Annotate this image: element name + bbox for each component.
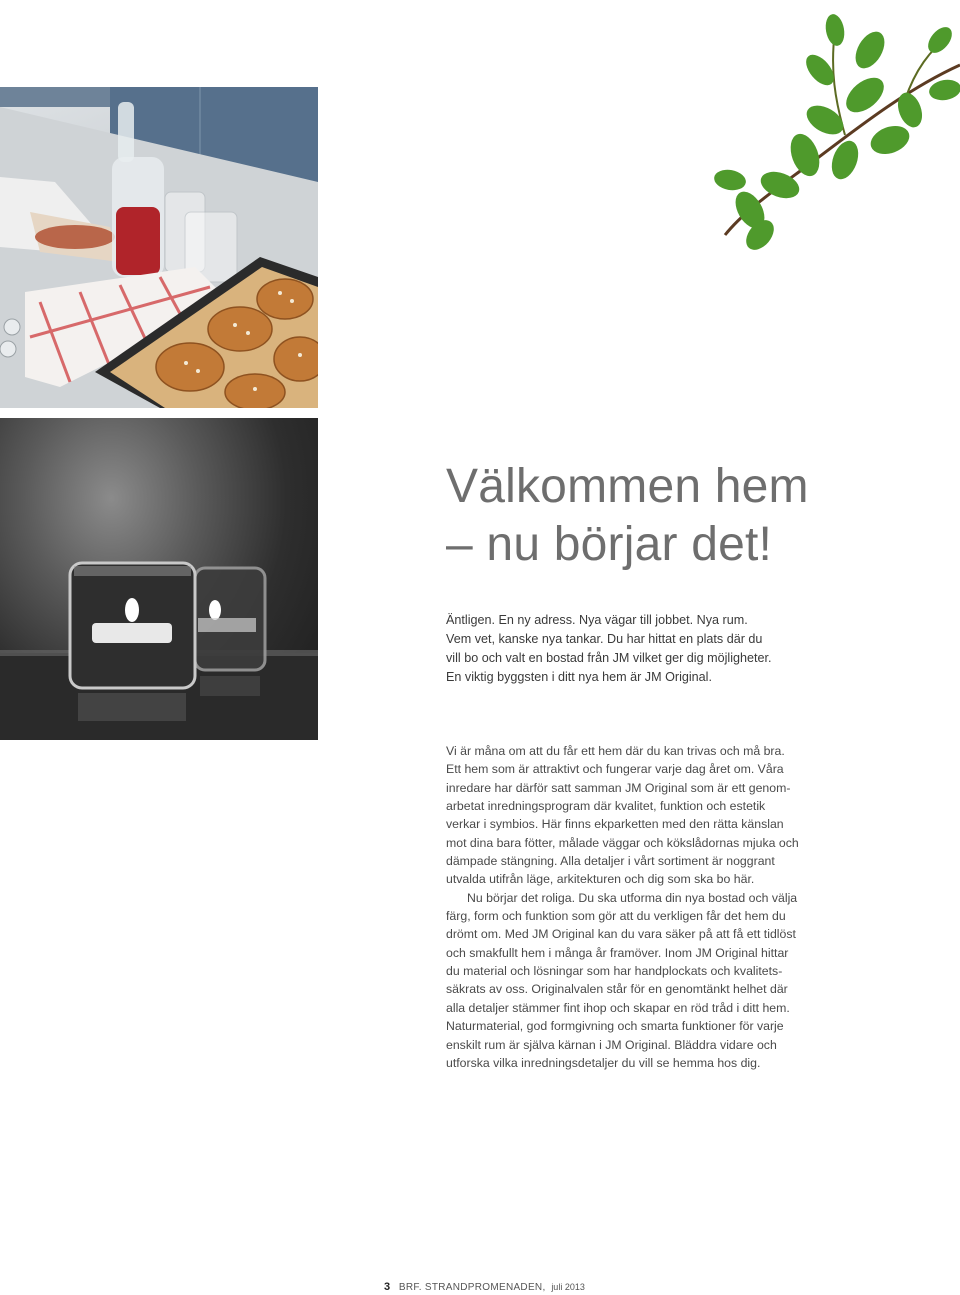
page-footer	[384, 1281, 585, 1293]
intro-line: En viktig byggsten i ditt nya hem är JM Original.	[446, 670, 712, 684]
page-title-line-2: – nu börjar det!	[446, 518, 773, 571]
page-number: 3	[384, 1281, 391, 1293]
body-line: Naturmaterial, god formgivning och smarta funktioner för varje	[446, 1019, 784, 1034]
body-line: Nu börjar det roliga. Du ska utforma din nya bostad och välja	[467, 890, 798, 905]
intro-line: Vem vet, kanske nya tankar. Du har hittat en plats där du	[446, 632, 763, 646]
body-line: utvalda utifrån läge, arkitekturen och dig som ska bo här.	[446, 872, 755, 887]
body-line: drömt om. Med JM Original kan du vara säker på att få ett tidlöst	[446, 927, 796, 942]
intro-line: Äntligen. En ny adress. Nya vägar till jobbet. Nya rum.	[446, 613, 748, 627]
leaf-branch-illustration	[705, 10, 960, 260]
page-title-line-1: Välkommen hem	[446, 460, 809, 513]
body-line: utforska vilka inredningsdetaljer du vill se hemma hos dig.	[446, 1055, 761, 1070]
candles-photo	[0, 418, 318, 740]
body-line: enskilt rum är själva kärnan i JM Original. Bläddra vidare och	[446, 1037, 777, 1052]
body-line: alla detaljer stämmer fint ihop och skapar en röd tråd i ditt hem.	[446, 1000, 790, 1015]
intro-line: vill bo och valt en bostad från JM vilket ger dig möjligheter.	[446, 651, 772, 665]
publication-date: juli 2013	[551, 1282, 585, 1292]
body-line: säkrats av oss. Originalvalen står för en genomtänkt helhet där	[446, 982, 788, 997]
kitchen-photo	[0, 87, 318, 408]
publication-name: BRF. STRANDPROMENADEN,	[398, 1282, 546, 1293]
body-line: färg, form och funktion som gör att du verkligen får det hem du	[446, 909, 786, 924]
body-line: du material och lösningar som har handplockats och kvalitets-	[446, 964, 783, 979]
body-line: mot dina bara fötter, målade väggar och kökslådornas mjuka och	[446, 835, 799, 850]
body-line: arbetat inredningsprogram där kvalitet, funktion och estetik	[446, 799, 766, 814]
page-title	[446, 458, 809, 574]
body-line: inredare har därför satt samman JM Original som är ett genom-	[446, 780, 791, 795]
body-text	[446, 742, 846, 1072]
body-line: Ett hem som är attraktivt och fungerar varje dag året om. Våra	[446, 762, 784, 777]
body-line: Vi är måna om att du får ett hem där du kan trivas och må bra.	[446, 744, 785, 758]
body-line: och smakfullt hem i många år framöver. Inom JM Original hittar	[446, 945, 789, 960]
intro-paragraph	[446, 611, 856, 687]
body-line: dämpade stängning. Alla detaljer i vårt sortiment är noggrant	[446, 854, 775, 869]
body-line: verkar i symbios. Här finns ekparketten med den rätta känslan	[446, 817, 784, 832]
